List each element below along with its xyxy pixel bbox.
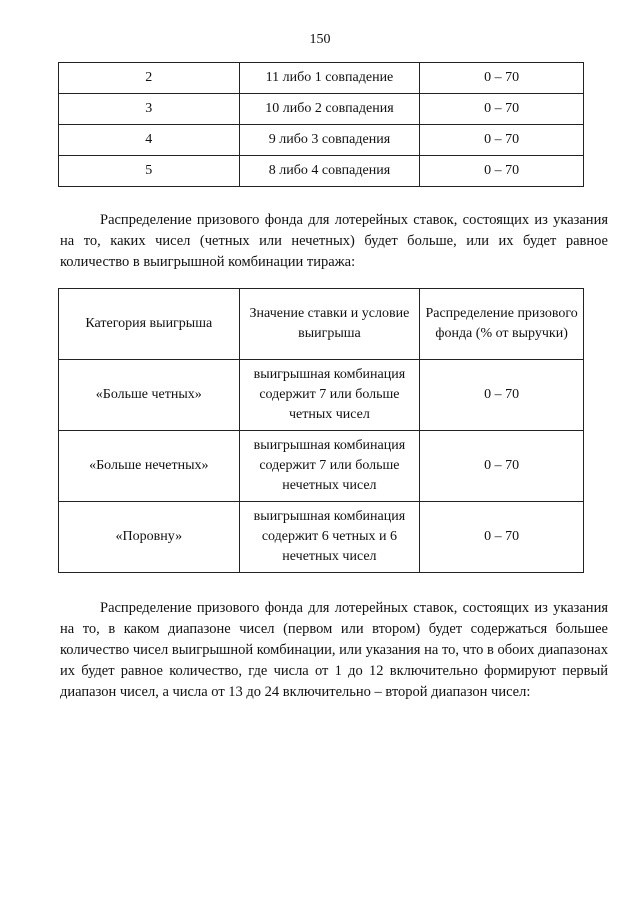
prize-table-matches	[58, 62, 584, 187]
paragraph-ranges: Распределение призового фонда для лотерейных ставок, состоящих из указания на то, в каком диапазоне чисел (первом или втором) будет содержаться большее количество чисел выигрышной комбинации, или указания на то, что в обоих диапазонах их будет равное количество, где числа от 1 до 12 включительно формируют первый диапазон чисел, а числа от 13 до 24 включительно – второй диапазон чисел:	[60, 600, 608, 700]
table-cell-share: 0 – 70	[420, 502, 584, 573]
table-row	[59, 502, 584, 573]
table-header-row	[59, 289, 584, 360]
prize-table-even-odd	[58, 288, 584, 573]
paragraph-even-odd: Распределение призового фонда для лотерейных ставок, состоящих из указания на то, каких чисел (четных или нечетных) будет больше, или их будет равное количество в выигрышной комбинации тиража:	[60, 212, 608, 270]
table-cell-condition: выигрышная комбинация содержит 6 четных и 6 нечетных чисел	[239, 502, 420, 573]
header-condition: Значение ставки и условие выигрыша	[239, 289, 420, 360]
table-cell-share: 0 – 70	[420, 156, 584, 187]
table-row	[59, 94, 584, 125]
table-cell-share: 0 – 70	[420, 360, 584, 431]
table-cell-category: «Больше нечетных»	[59, 431, 240, 502]
table-cell-condition: 10 либо 2 совпадения	[239, 94, 420, 125]
table-row	[59, 360, 584, 431]
header-category: Категория выигрыша	[59, 289, 240, 360]
table-cell-condition: выигрышная комбинация содержит 7 или больше четных чисел	[239, 360, 420, 431]
page-number: 150	[309, 32, 331, 47]
table-cell-share: 0 – 70	[420, 94, 584, 125]
table-cell-category-number: 2	[59, 63, 240, 94]
table-cell-category-number: 4	[59, 125, 240, 156]
table-cell-share: 0 – 70	[420, 125, 584, 156]
table-row	[59, 431, 584, 502]
table-cell-category: «Больше четных»	[59, 360, 240, 431]
table-cell-condition: 9 либо 3 совпадения	[239, 125, 420, 156]
table-cell-share: 0 – 70	[420, 431, 584, 502]
table-cell-condition: 8 либо 4 совпадения	[239, 156, 420, 187]
table-row	[59, 63, 584, 94]
table-row	[59, 156, 584, 187]
table-cell-condition: выигрышная комбинация содержит 7 или больше нечетных чисел	[239, 431, 420, 502]
table-cell-category: «Поровну»	[59, 502, 240, 573]
table-cell-share: 0 – 70	[420, 63, 584, 94]
table-cell-category-number: 5	[59, 156, 240, 187]
header-share: Распределение призового фонда (% от выручки)	[420, 289, 584, 360]
table-row	[59, 125, 584, 156]
table-cell-category-number: 3	[59, 94, 240, 125]
table-cell-condition: 11 либо 1 совпадение	[239, 63, 420, 94]
